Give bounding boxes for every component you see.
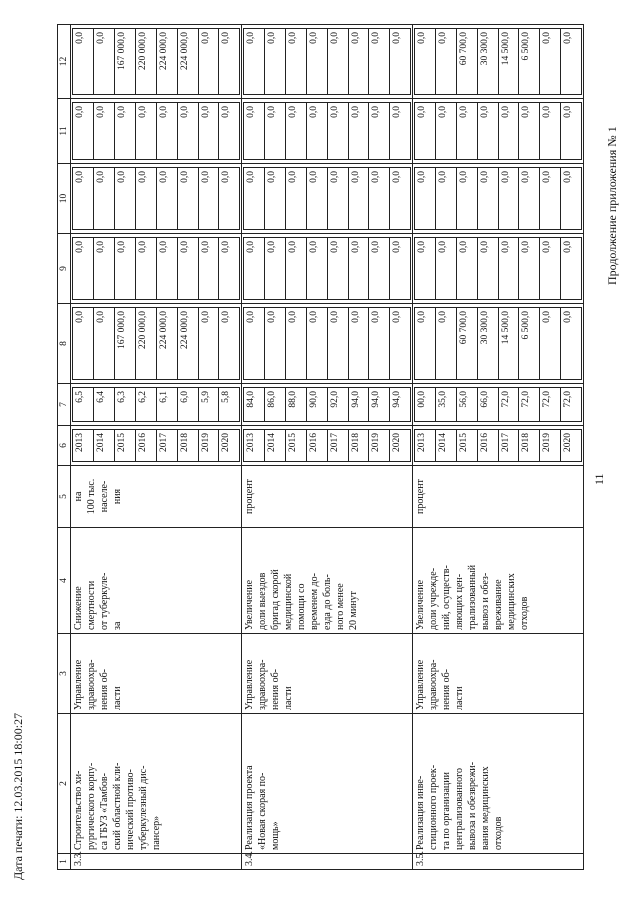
col-c8 xyxy=(242,304,413,384)
row-number: 3.5. xyxy=(413,854,584,870)
col-c9 xyxy=(242,234,413,304)
value-cell: 0,0 xyxy=(115,103,136,160)
value-cell: 0,0 xyxy=(198,238,219,300)
col-header-6: 6 xyxy=(58,426,71,466)
value-cell: 84,0 xyxy=(244,388,265,422)
col-c10 xyxy=(242,164,413,234)
col-years xyxy=(71,426,242,466)
value-cell: 0,0 xyxy=(415,103,436,160)
value-cell: 0,0 xyxy=(498,238,519,300)
value-cell: 5,8 xyxy=(219,388,240,422)
value-cell: 0,0 xyxy=(73,308,94,380)
value-cell: 0,0 xyxy=(73,103,94,160)
value-cell: 0,0 xyxy=(177,103,198,160)
value-cell: 0,0 xyxy=(115,238,136,300)
col-c11 xyxy=(413,99,584,164)
value-cell: 224 000,0 xyxy=(177,29,198,95)
value-cell: 0,0 xyxy=(94,238,115,300)
value-cell: 0,0 xyxy=(435,168,456,230)
col-values xyxy=(413,384,584,426)
measure-name: Реализация инве- стиционного проек- та по организации централизованного вывоза и обезврежи- вания медицинских отходов xyxy=(413,714,584,854)
value-cell: 2016 xyxy=(135,430,156,462)
col-header-10: 10 xyxy=(58,164,71,234)
table-row xyxy=(413,25,584,870)
value-cell: 2014 xyxy=(94,430,115,462)
value-cell: 0,0 xyxy=(265,168,286,230)
col-c12 xyxy=(71,25,242,99)
value-cell: 0,0 xyxy=(177,238,198,300)
value-cell: 6,1 xyxy=(156,388,177,422)
unit: процент xyxy=(242,466,413,528)
value-cell: 0,0 xyxy=(327,103,348,160)
value-cell: 0,0 xyxy=(456,168,477,230)
value-cell: 0,0 xyxy=(390,103,411,160)
value-cell: 6 500,0 xyxy=(519,308,540,380)
value-cell: 0,0 xyxy=(219,168,240,230)
value-cell: 0,0 xyxy=(285,168,306,230)
value-cell: 0,0 xyxy=(348,168,369,230)
col-header-7: 7 xyxy=(58,384,71,426)
value-cell: 0,0 xyxy=(135,103,156,160)
value-cell: 2016 xyxy=(477,430,498,462)
value-cell: 0,0 xyxy=(540,168,561,230)
value-cell: 0,0 xyxy=(415,168,436,230)
value-cell: 2016 xyxy=(306,430,327,462)
value-cell: 2018 xyxy=(177,430,198,462)
col-header-11: 11 xyxy=(58,99,71,164)
value-cell: 0,0 xyxy=(477,168,498,230)
value-cell: 0,0 xyxy=(198,103,219,160)
value-cell: 0,0 xyxy=(285,308,306,380)
value-cell: 0,0 xyxy=(369,168,390,230)
value-cell: 0,0 xyxy=(135,168,156,230)
indicator: Снижение смертности от туберкуле- за xyxy=(71,528,242,634)
value-cell: 2017 xyxy=(498,430,519,462)
value-cell: 0,0 xyxy=(477,238,498,300)
col-header-1: 1 xyxy=(58,854,71,870)
value-cell: 5,9 xyxy=(198,388,219,422)
value-cell: 0,0 xyxy=(94,308,115,380)
value-cell: 2013 xyxy=(244,430,265,462)
value-cell: 0,0 xyxy=(561,103,582,160)
executor: Управление здравоохра- нения об- ласти xyxy=(413,634,584,714)
unit: на 100 тыс. населе- ния xyxy=(71,466,242,528)
col-header-4: 4 xyxy=(58,528,71,634)
value-cell: 2020 xyxy=(390,430,411,462)
value-cell: 0,0 xyxy=(306,168,327,230)
value-cell: 167 000,0 xyxy=(115,308,136,380)
value-cell: 0,0 xyxy=(219,103,240,160)
value-cell: 6 500,0 xyxy=(519,29,540,95)
value-cell: 0,0 xyxy=(306,103,327,160)
value-cell: 0,0 xyxy=(219,308,240,380)
col-header-9: 9 xyxy=(58,234,71,304)
value-cell: 224 000,0 xyxy=(156,308,177,380)
program-table xyxy=(57,24,584,870)
value-cell: 0,0 xyxy=(498,168,519,230)
col-header-2: 2 xyxy=(58,714,71,854)
value-cell: 72,0 xyxy=(540,388,561,422)
value-cell: 0,0 xyxy=(244,238,265,300)
value-cell: 0,0 xyxy=(73,168,94,230)
col-c11 xyxy=(71,99,242,164)
value-cell: 167 000,0 xyxy=(115,29,136,95)
value-cell: 72,0 xyxy=(498,388,519,422)
value-cell: 2015 xyxy=(456,430,477,462)
value-cell: 0,0 xyxy=(244,103,265,160)
value-cell: 0,0 xyxy=(198,168,219,230)
value-cell: 0,0 xyxy=(327,238,348,300)
value-cell: 0,0 xyxy=(498,103,519,160)
value-cell: 0,0 xyxy=(348,103,369,160)
value-cell: 2017 xyxy=(156,430,177,462)
value-cell: 0,0 xyxy=(306,238,327,300)
value-cell: 0,0 xyxy=(390,238,411,300)
value-cell: 6,0 xyxy=(177,388,198,422)
page-number: 11 xyxy=(592,473,606,485)
value-cell: 94,0 xyxy=(348,388,369,422)
value-cell: 2013 xyxy=(415,430,436,462)
value-cell: 0,0 xyxy=(369,308,390,380)
value-cell: 0,0 xyxy=(415,308,436,380)
value-cell: 30 300,0 xyxy=(477,29,498,95)
value-cell: 0,0 xyxy=(156,238,177,300)
value-cell: 0,0 xyxy=(540,238,561,300)
measure-name: Строительство хи- рургического корпу- са ГБУЗ «Тамбов- ский областной кли- нический противо- туберкулезный дис- пансер» xyxy=(71,714,242,854)
value-cell: 0,0 xyxy=(435,103,456,160)
executor: Управление здравоохра- нения об- ласти xyxy=(242,634,413,714)
col-header-3: 3 xyxy=(58,634,71,714)
value-cell: 0,0 xyxy=(390,168,411,230)
value-cell: 0,0 xyxy=(94,29,115,95)
value-cell: 2019 xyxy=(369,430,390,462)
value-cell: 0,0 xyxy=(369,29,390,95)
value-cell: 0,0 xyxy=(306,308,327,380)
value-cell: 0,0 xyxy=(219,238,240,300)
print-date: Дата печати: 12.03.2015 18:00:27 xyxy=(11,712,25,880)
col-c11 xyxy=(242,99,413,164)
indicator: Увеличение доли учрежде- ний, осуществ- ляющих цен- трализованный вывоз и обез- вреживание медицинских отходов xyxy=(413,528,584,634)
value-cell: 0,0 xyxy=(435,308,456,380)
value-cell: 0,0 xyxy=(327,168,348,230)
value-cell: 6,2 xyxy=(135,388,156,422)
value-cell: 2013 xyxy=(73,430,94,462)
value-cell: 220 000,0 xyxy=(135,29,156,95)
value-cell: 0,0 xyxy=(415,29,436,95)
value-cell: 2015 xyxy=(115,430,136,462)
value-cell: 0,0 xyxy=(369,238,390,300)
value-cell: 94,0 xyxy=(390,388,411,422)
value-cell: 94,0 xyxy=(369,388,390,422)
value-cell: 0,0 xyxy=(540,29,561,95)
value-cell: 2019 xyxy=(198,430,219,462)
table-row xyxy=(71,25,242,870)
value-cell: 0,0 xyxy=(265,308,286,380)
value-cell: 56,0 xyxy=(456,388,477,422)
value-cell: 0,0 xyxy=(94,168,115,230)
value-cell: 66,0 xyxy=(477,388,498,422)
value-cell: 72,0 xyxy=(561,388,582,422)
indicator: Увеличение доли выездов бригад скорой медицинской помощи со временем до- езда до боль- ного менее 20 минут xyxy=(242,528,413,634)
value-cell: 0,0 xyxy=(435,29,456,95)
value-cell: 88,0 xyxy=(285,388,306,422)
value-cell: 72,0 xyxy=(519,388,540,422)
value-cell: 00,0 xyxy=(415,388,436,422)
appendix-title: Продолжение приложения № 1 xyxy=(605,126,619,285)
value-cell: 0,0 xyxy=(477,103,498,160)
value-cell: 35,0 xyxy=(435,388,456,422)
col-c8 xyxy=(413,304,584,384)
value-cell: 0,0 xyxy=(285,103,306,160)
value-cell: 14 500,0 xyxy=(498,29,519,95)
value-cell: 224 000,0 xyxy=(156,29,177,95)
col-header-8: 8 xyxy=(58,304,71,384)
value-cell: 2015 xyxy=(285,430,306,462)
value-cell: 0,0 xyxy=(285,29,306,95)
value-cell: 0,0 xyxy=(561,168,582,230)
executor: Управление здравоохра- нения об- ласти xyxy=(71,634,242,714)
col-c9 xyxy=(71,234,242,304)
value-cell: 0,0 xyxy=(265,103,286,160)
value-cell: 0,0 xyxy=(348,308,369,380)
value-cell: 0,0 xyxy=(348,29,369,95)
col-c10 xyxy=(71,164,242,234)
value-cell: 0,0 xyxy=(327,29,348,95)
value-cell: 0,0 xyxy=(348,238,369,300)
col-c12 xyxy=(413,25,584,99)
unit: процент xyxy=(413,466,584,528)
value-cell: 0,0 xyxy=(73,29,94,95)
value-cell: 0,0 xyxy=(540,103,561,160)
value-cell: 6,5 xyxy=(73,388,94,422)
value-cell: 0,0 xyxy=(435,238,456,300)
value-cell: 86,0 xyxy=(265,388,286,422)
value-cell: 0,0 xyxy=(519,168,540,230)
row-number: 3.3. xyxy=(71,854,242,870)
value-cell: 0,0 xyxy=(390,29,411,95)
col-c10 xyxy=(413,164,584,234)
value-cell: 0,0 xyxy=(519,238,540,300)
value-cell: 0,0 xyxy=(561,29,582,95)
value-cell: 0,0 xyxy=(156,168,177,230)
value-cell: 0,0 xyxy=(156,103,177,160)
value-cell: 0,0 xyxy=(198,308,219,380)
value-cell: 92,0 xyxy=(327,388,348,422)
value-cell: 0,0 xyxy=(244,29,265,95)
value-cell: 0,0 xyxy=(115,168,136,230)
value-cell: 14 500,0 xyxy=(498,308,519,380)
value-cell: 2017 xyxy=(327,430,348,462)
value-cell: 0,0 xyxy=(561,308,582,380)
col-header-12: 12 xyxy=(58,25,71,99)
col-c8 xyxy=(71,304,242,384)
value-cell: 0,0 xyxy=(306,29,327,95)
col-c12 xyxy=(242,25,413,99)
value-cell: 6,4 xyxy=(94,388,115,422)
value-cell: 0,0 xyxy=(265,238,286,300)
value-cell: 0,0 xyxy=(369,103,390,160)
value-cell: 0,0 xyxy=(244,308,265,380)
col-years xyxy=(413,426,584,466)
col-c9 xyxy=(413,234,584,304)
row-number: 3.4. xyxy=(242,854,413,870)
value-cell: 2018 xyxy=(348,430,369,462)
value-cell: 2019 xyxy=(540,430,561,462)
value-cell: 0,0 xyxy=(265,29,286,95)
value-cell: 0,0 xyxy=(73,238,94,300)
value-cell: 0,0 xyxy=(177,168,198,230)
col-header-5: 5 xyxy=(58,466,71,528)
value-cell: 0,0 xyxy=(94,103,115,160)
value-cell: 60 700,0 xyxy=(456,29,477,95)
value-cell: 0,0 xyxy=(390,308,411,380)
value-cell: 2020 xyxy=(219,430,240,462)
value-cell: 60 700,0 xyxy=(456,308,477,380)
table-row xyxy=(242,25,413,870)
value-cell: 0,0 xyxy=(244,168,265,230)
value-cell: 220 000,0 xyxy=(135,308,156,380)
value-cell: 0,0 xyxy=(456,103,477,160)
value-cell: 0,0 xyxy=(456,238,477,300)
value-cell: 0,0 xyxy=(327,308,348,380)
value-cell: 0,0 xyxy=(540,308,561,380)
value-cell: 0,0 xyxy=(561,238,582,300)
value-cell: 2014 xyxy=(265,430,286,462)
value-cell: 2020 xyxy=(561,430,582,462)
value-cell: 30 300,0 xyxy=(477,308,498,380)
value-cell: 2018 xyxy=(519,430,540,462)
value-cell: 0,0 xyxy=(519,103,540,160)
value-cell: 0,0 xyxy=(285,238,306,300)
value-cell: 0,0 xyxy=(219,29,240,95)
col-values xyxy=(71,384,242,426)
measure-name: Реализация проекта «Новая скорая по- мощь» xyxy=(242,714,413,854)
value-cell: 224 000,0 xyxy=(177,308,198,380)
value-cell: 2014 xyxy=(435,430,456,462)
value-cell: 0,0 xyxy=(415,238,436,300)
value-cell: 0,0 xyxy=(198,29,219,95)
value-cell: 0,0 xyxy=(135,238,156,300)
value-cell: 6,3 xyxy=(115,388,136,422)
value-cell: 90,0 xyxy=(306,388,327,422)
header-row xyxy=(58,25,71,870)
col-values xyxy=(242,384,413,426)
col-years xyxy=(242,426,413,466)
